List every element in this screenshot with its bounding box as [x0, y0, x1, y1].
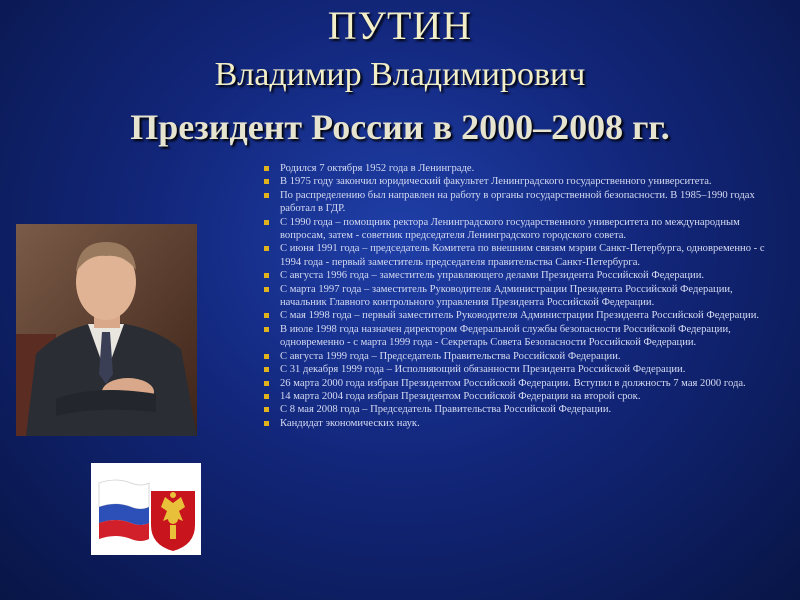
list-item-text: В июле 1998 года назначен директором Федеральной службы безопасности Российской Федерации, одновременно - с марта 1999 года - Секретарь Совета Безопасности Российской Федерации.: [280, 323, 731, 349]
list-item-text: С 31 декабря 1999 года – Исполняющий обязанности Президента Российской Федерации.: [280, 364, 686, 376]
list-item-text: С 1990 года – помощник ректора Ленинградского государственного университета по международным вопросам, затем - советник председателя Ленинградского городского совета.: [280, 216, 740, 242]
list-item-text: По распределению был направлен на работу в органы государственной безопасности. В 1985–1990 годах работал в ГДР.: [280, 189, 755, 215]
list-item: [262, 363, 772, 376]
list-item: [262, 175, 772, 188]
list-item: [262, 417, 772, 430]
list-item-text: Кандидат экономических наук.: [280, 417, 420, 429]
bullet-icon: [264, 354, 269, 359]
list-item: [262, 377, 772, 390]
list-item: [262, 162, 772, 175]
title-role: Президент России в 2000–2008 гг.: [130, 107, 670, 147]
bullet-icon: [264, 246, 269, 251]
bullet-icon: [264, 193, 269, 198]
bullet-icon: [264, 179, 269, 184]
list-item: [262, 216, 772, 243]
list-item-text: 14 марта 2004 года избран Президентом Российской Федерации на второй срок.: [280, 390, 641, 402]
list-item-text: С августа 1999 года – Председатель Правительства Российской Федерации.: [280, 350, 621, 362]
bullet-icon: [264, 381, 269, 386]
biography-list: [262, 162, 772, 430]
list-item-text: С мая 1998 года – первый заместитель Руководителя Администрации Президента Российской Федерации.: [280, 310, 760, 322]
list-item: [262, 350, 772, 363]
bullet-icon: [264, 394, 269, 399]
bullet-icon: [264, 367, 269, 372]
russian-flag-icon: [99, 480, 149, 541]
list-item: [262, 403, 772, 416]
title-full-name: Владимир Владимирович: [214, 56, 586, 93]
bullet-icon: [264, 407, 269, 412]
list-item-text: С 8 мая 2008 года – Председатель Правительства Российской Федерации.: [280, 404, 612, 416]
bullet-icon: [264, 166, 269, 171]
list-item: [262, 189, 772, 216]
portrait-photo: [16, 224, 197, 436]
list-item: [262, 269, 772, 282]
list-item: [262, 390, 772, 403]
coat-of-arms-icon: [151, 491, 195, 551]
bullet-icon: [264, 313, 269, 318]
list-item: [262, 283, 772, 310]
list-item: [262, 323, 772, 350]
list-item: [262, 309, 772, 322]
bullet-icon: [264, 287, 269, 292]
list-item-text: В 1975 году закончил юридический факультет Ленинградского государственного университета.: [280, 176, 712, 188]
bullet-icon: [264, 273, 269, 278]
list-item-text: С июня 1991 года – председатель Комитета по внешним связям мэрии Санкт-Петербурга, одновременно - с 1994 года - первый заместитель председателя правительства Санкт-Петербурга.: [280, 243, 765, 268]
bullet-icon: [264, 327, 269, 332]
list-item-text: С марта 1997 года – заместитель Руководителя Администрации Президента Российской Федерации, начальник Главного контрольного управления Президента Российской Федерации.: [280, 283, 733, 309]
state-symbols-image: [91, 463, 201, 555]
title-surname: ПУТИН: [327, 3, 473, 48]
list-item-text: Родился 7 октября 1952 года в Ленинграде.: [280, 163, 475, 174]
list-item-text: С августа 1996 года – заместитель управляющего делами Президента Российской Федерации.: [280, 270, 705, 282]
bullet-icon: [264, 421, 269, 426]
list-item-text: 26 марта 2000 года избран Президентом Российской Федерации. Вступил в должность 7 мая 2000 года.: [280, 377, 746, 389]
bullet-icon: [264, 220, 269, 225]
list-item: [262, 242, 772, 269]
